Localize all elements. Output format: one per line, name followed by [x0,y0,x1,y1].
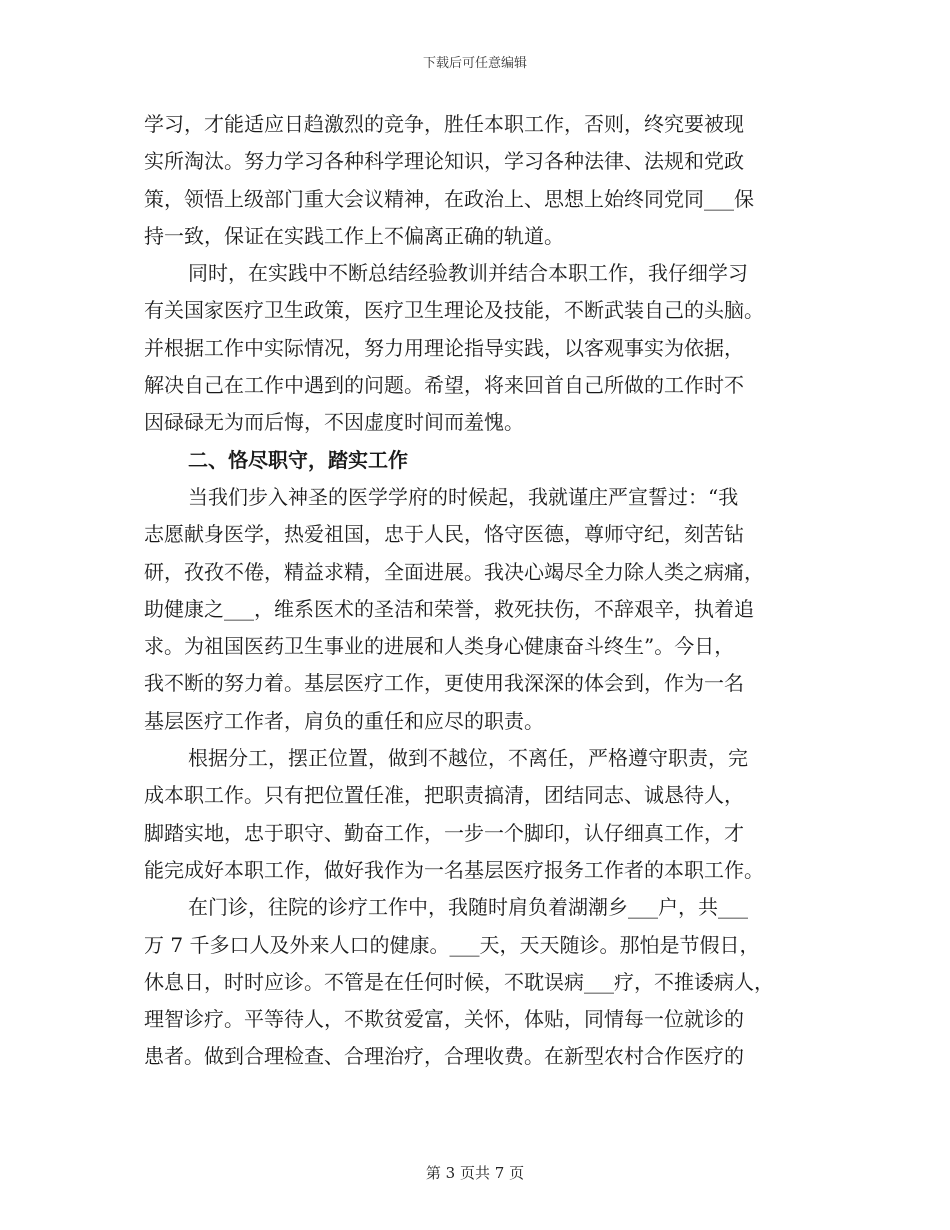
paragraph [144,479,812,740]
text-line: 在门诊，往院的诊疗工作中，我随时肩负着湖潮乡___户，共___ [188,895,748,920]
text-line: 我不断的努力着。基层医疗工作，更使用我深深的体会到，作为一名 [144,671,744,696]
text-line: 并根据工作中实际情况，努力用理论指导实践，以客观事实为依据， [144,335,744,360]
text-line: 策，领悟上级部门重大会议精神，在政治上、思想上始终同党同___保 [144,186,754,211]
text-line: 学习，才能适应日趋激烈的竞争，胜任本职工作，否则，终究要被现 [144,112,744,136]
text-line: 成本职工作。只有把位置任准，把职责搞清，团结同志、诚恳待人， [144,783,744,808]
text-line: 有关国家医疗卫生政策，医疗卫生理论及技能，不断武装自己的头脑。 [144,298,764,323]
text-line: 理智诊疗。平等待人，不欺贫爱富，关怀，体贴，同情每一位就诊的 [144,1007,744,1032]
text-line: 同时，在实践中不断总结经验教训并结合本职工作，我仔细学习 [188,261,748,286]
text-line: 助健康之___，维系医术的圣洁和荣誉，救死扶伤，不辞艰辛，执着追 [144,596,754,621]
text-line: 当我们步入神圣的医学学府的时候起，我就谨庄严宣誓过：“我 [188,484,739,509]
text-line: 持一致，保证在实践工作上不偏离正确的轨道。 [144,223,564,248]
text-line: 解决自己在工作中遇到的问题。希望，将来回首自己所做的工作时不 [144,373,744,398]
paragraph [144,740,812,889]
text-line: 患者。做到合理检查、合理治疗，合理收费。在新型农村合作医疗的 [144,1044,744,1069]
text-line: 求。为祖国医药卫生事业的进展和人类身心健康奋斗终生”。今日， [144,634,735,659]
text-line: 因碌碌无为而后悔，不因虚度时间而羞愧。 [144,410,524,435]
text-line: 根据分工，摆正位置，做到不越位，不离任，严格遵守职责，完 [188,746,748,771]
text-line: 休息日，时时应诊。不管是在任何时候，不耽误病___疗，不推诿病人， [144,969,774,994]
page-header: 下载后可任意编辑 [422,56,527,71]
paragraph [144,106,812,255]
document-body [144,106,812,1076]
text-line: 脚踏实地，忠于职守、勤奋工作，一步一个脚印，认仔细真工作，才 [144,820,744,845]
text-line: 万 7 千多口人及外来人口的健康。___天，天天随诊。那怕是节假日， [144,932,760,957]
paragraph [144,255,812,441]
page-footer: 第 3 页共 7 页 [425,1164,525,1182]
text-line: 志愿献身医学，热爱祖国，忠于人民，恪守医德，尊师守纪，刻苦钻 [144,522,744,547]
text-line: 基层医疗工作者，肩负的重任和应尽的职责。 [144,708,544,733]
paragraph [144,889,812,1075]
text-line: 实所淘汰。努力学习各种科学理论知识，学习各种法律、法规和党政 [144,149,744,174]
text-line: 研，孜孜不倦，精益求精，全面进展。我决心竭尽全力除人类之病痛， [144,559,764,584]
text-line: 二、恪尽职守，踏实工作 [188,447,408,472]
section-heading [144,442,812,479]
text-line: 能完成好本职工作，做好我作为一名基层医疗报务工作者的本职工作。 [144,857,764,882]
